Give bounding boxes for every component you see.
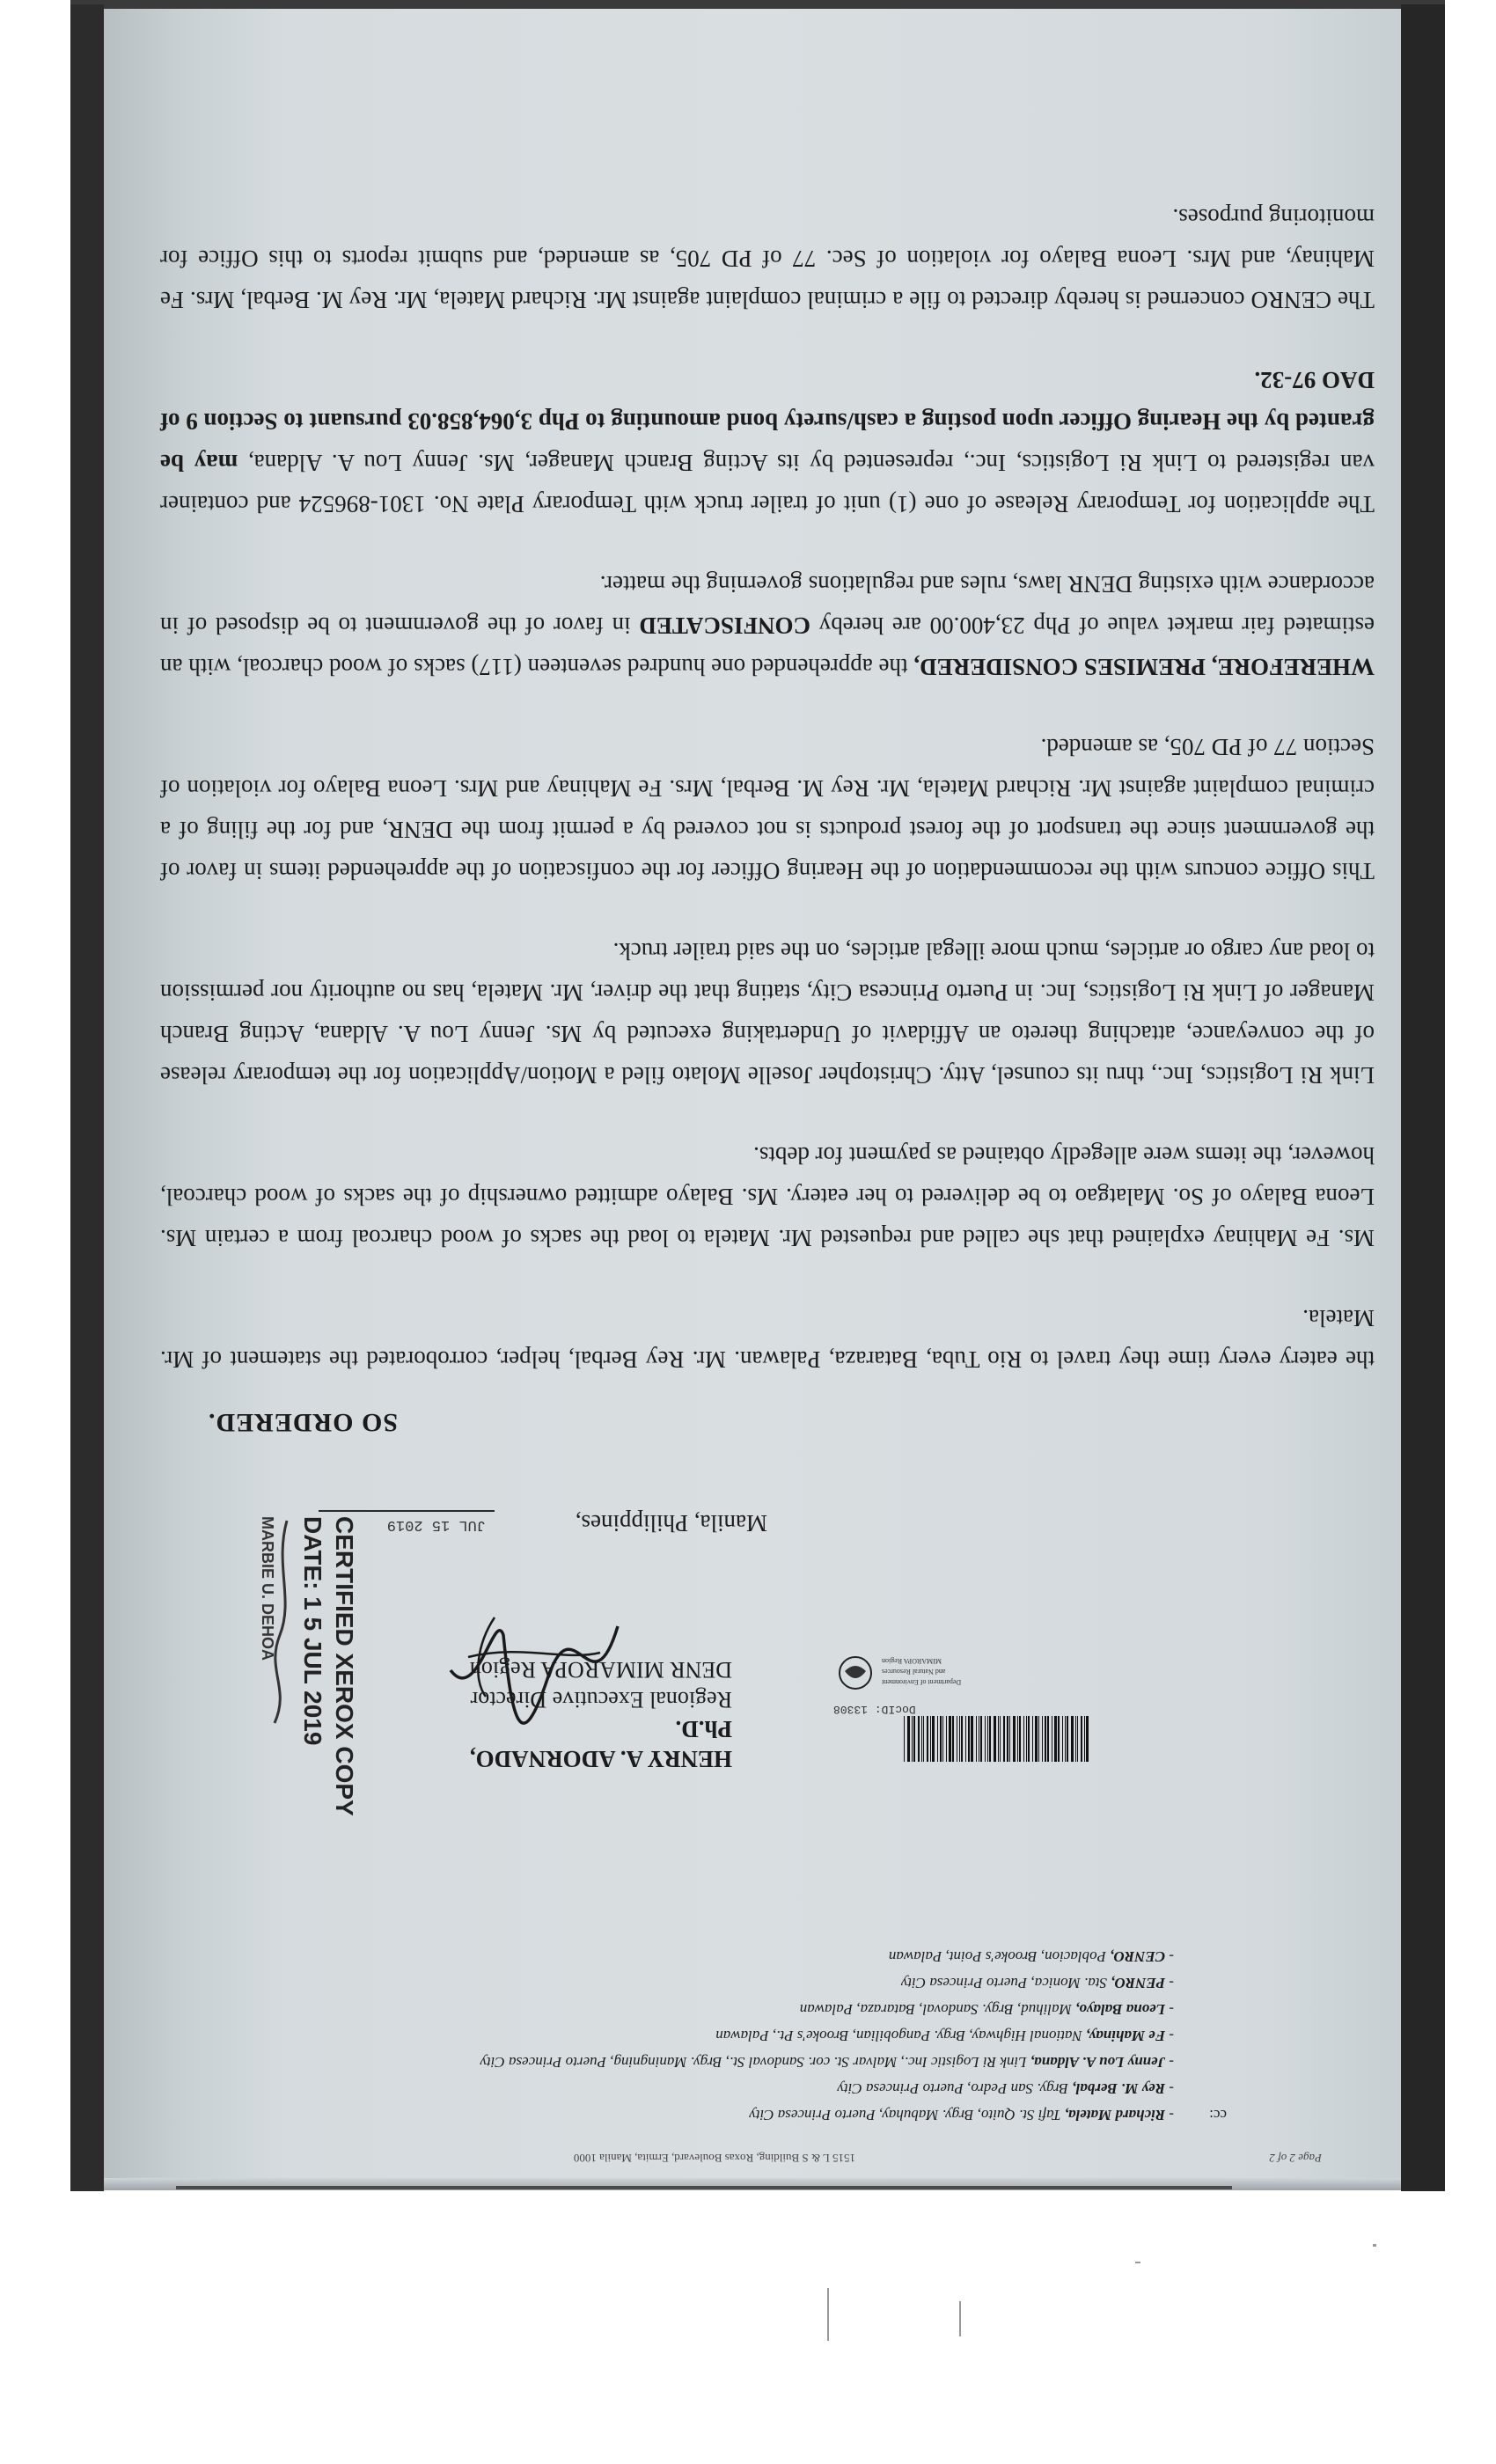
cc-recipient-name: Fe Mahinay, xyxy=(1086,2028,1166,2044)
emphasized-text: may be granted by the Hearing Officer upon posting a cash/surety bond amounting to Php 3,064,858.03 pursuant to Section 9 of DAO 97-32. xyxy=(160,367,1375,476)
paragraph-text: The application for Temporary Release of one (1) unit of trailer truck with Temporary Plate No. 1301-896524 and container van registered to Link Ri Logistics, Inc., represented by its Acting Branch Manager, Ms. Jenny Lou A. Aldana, xyxy=(160,450,1375,517)
cc-recipient: - Rey M. Berbal, Brgy. San Pedro, Puerto Princesa City xyxy=(837,2080,1174,2097)
cc-recipient: - CENRO, Poblacion, Brooke's Point, Palawan xyxy=(888,1948,1174,1965)
issued-place: Manila, Philippines, xyxy=(575,1510,767,1536)
barcode-bar xyxy=(1075,1716,1076,1762)
emphasized-text: CONFISCATED xyxy=(639,612,810,639)
scanner-border-left xyxy=(70,4,104,2191)
cc-recipient-address: Brgy. San Pedro, Puerto Princesa City xyxy=(837,2080,1069,2097)
barcode-bar xyxy=(1067,1716,1068,1762)
barcode-bar xyxy=(1003,1716,1005,1762)
barcode-bar xyxy=(1071,1716,1074,1762)
order-paragraph xyxy=(160,1134,1375,1258)
barcode-bar xyxy=(980,1716,982,1762)
seal-caption xyxy=(882,1655,1014,1687)
order-body xyxy=(160,158,1375,1380)
paragraph-text: in favor of the government to be disposed of in accordance with existing DENR laws, rules and regulations governing the matter. xyxy=(160,571,1375,639)
signatory-office: DENR MIMAROPA Region xyxy=(469,1657,732,1683)
issued-date-stamp: JUL 15 2019 xyxy=(386,1516,486,1533)
scan-bottom-line xyxy=(176,2186,1232,2189)
barcode-bar xyxy=(904,1716,905,1762)
cc-recipient-address: Tafi St. Quito, Brgy. Mabuhay, Puerto Princesa City xyxy=(749,2107,1061,2123)
emphasized-text: WHEREFORE, PREMISES CONSIDERED, xyxy=(913,654,1375,680)
scan-blank-area xyxy=(0,2191,1496,2464)
stamp-officer-name: MARBIE U. DEHOA xyxy=(259,1516,276,1661)
certified-xerox-stamp xyxy=(257,1512,371,1829)
footer-address: 1515 L & S Building, Roxas Boulevard, Ermita, Manila 1000 xyxy=(573,2152,855,2165)
scan-mark xyxy=(959,2301,961,2336)
paragraph-text: Ms. Fe Mahinay explained that she called and requested Mr. Matela to load the sacks of wood charcoal from a certain Ms. Leona Balayo of So. Malatgao to be delivered to her eatery. Ms. Balayo admitted ownership of the sacks of wood charcoal, however, the items were allegedly obtained as payment for debts. xyxy=(160,1142,1375,1251)
document-id: DocID: 13308 xyxy=(833,1703,916,1716)
barcode-bar xyxy=(1028,1716,1030,1762)
barcode-bar xyxy=(1062,1716,1063,1762)
barcode-bar xyxy=(968,1716,970,1762)
barcode-bar xyxy=(1038,1716,1039,1762)
order-paragraph xyxy=(160,563,1375,687)
barcode-bar xyxy=(1065,1716,1066,1762)
stamp-svg xyxy=(257,1512,371,1829)
scan-mark xyxy=(827,2288,829,2341)
barcode-bar xyxy=(937,1716,938,1762)
barcode-bar xyxy=(1058,1716,1060,1762)
stamp-certified-text: CERTIFIED XEROX COPY xyxy=(331,1516,358,1816)
barcode-bar xyxy=(1054,1716,1057,1762)
seal-line-3: MIMAROPA Region xyxy=(882,1657,942,1665)
barcode-bar xyxy=(965,1716,966,1762)
barcode-bar xyxy=(946,1716,947,1762)
barcode-bar xyxy=(971,1716,973,1762)
paragraph-text: This Office concurs with the recommendation of the Hearing Officer for the confiscation of the apprehended items in favor of the government since the transport of the forest products is not covered by a permit from the DENR, and for the filing of a criminal complaint against Mr. Richard Matela, Mr. Rey M. Berbal, Mrs. Fe Mahinay and Mrs. Leona Balayo for violation of Section 77 of PD 705, as amended. xyxy=(160,734,1375,884)
paragraph-text: The CENRO concerned is hereby directed to file a criminal complaint against Mr. Richard Matela, Mr. Rey M. Berbal, Mrs. Fe Mahinay, and Mrs. Leona Balayo for violation of Sec. 77 of PD 705, as amended, and submit reports to this Office for monitoring purposes. xyxy=(160,204,1375,313)
cc-recipient: - Richard Matela, Tafi St. Quito, Brgy. Mabuhay, Puerto Princesa City xyxy=(749,2107,1174,2123)
barcode-bar xyxy=(927,1716,928,1762)
barcode-bar xyxy=(1019,1716,1021,1762)
cc-recipient-name: Rey M. Berbal, xyxy=(1072,2080,1166,2097)
page-number: Page 2 of 2 xyxy=(1269,2152,1322,2165)
paragraph-text: the apprehended one hundred seventeen (117) sacks of wood charcoal, with an estimated fair market value of Php 23,400.00 are hereby xyxy=(160,612,1375,680)
cc-recipient-address: Link Ri Logistic Inc., Malvar St. cor. Sandoval St., Brgy. Maningning, Puerto Princesa City xyxy=(480,2054,1027,2071)
order-paragraph xyxy=(160,1297,1375,1380)
denr-seal-block xyxy=(811,1631,1014,1701)
barcode-bar xyxy=(1000,1716,1001,1762)
barcode-bar xyxy=(959,1716,960,1762)
cc-recipient-address: Sta. Monica, Puerto Princesa City xyxy=(900,1975,1107,1991)
barcode-bar xyxy=(1017,1716,1018,1762)
cc-list xyxy=(480,1943,1227,2128)
barcode-bar xyxy=(913,1716,915,1762)
barcode-bar xyxy=(1026,1716,1027,1762)
barcode-bar xyxy=(912,1716,913,1762)
cc-recipient: - Jenny Lou A. Aldana, Link Ri Logistic Inc., Malvar St. cor. Sandoval St., Brgy. Maningning, Puerto Princesa City xyxy=(480,2054,1174,2071)
barcode-bar xyxy=(932,1716,935,1762)
cc-recipient-name: PENRO, xyxy=(1111,1975,1166,1991)
scanner-border-top xyxy=(70,0,1445,9)
handwritten-signature xyxy=(433,1600,627,1732)
denr-logo-icon xyxy=(838,1654,873,1692)
cc-recipient: - Leona Balayo, Malihud, Brgy. Sandoval, Bataraza, Palawan xyxy=(799,2001,1174,2018)
so-ordered-heading: SO ORDERED. xyxy=(207,1408,398,1437)
paragraph-text: Link Ri Logistics, Inc., thru its counsel, Atty. Christopher Joselle Molato filed a Motion/Application for the temporary release of the conveyance, attaching thereto an Affidavit of Undertaking executed by Ms. Jenny Lou A. Aldana, Acting Branch Manager of Link Ri Logistics, Inc. in Puerto Princesa City, stating that the driver, Mr. Matela, has no authority nor permission to load any cargo or articles, much more illegal articles, on the said trailer truck. xyxy=(160,938,1375,1089)
cc-label: cc: xyxy=(1209,2107,1227,2123)
scanner-border-right xyxy=(1401,4,1445,2191)
scan-mark xyxy=(1373,2244,1376,2247)
cc-recipient-name: CENRO, xyxy=(1110,1948,1166,1965)
seal-line-1: Department of Environment xyxy=(882,1678,962,1686)
barcode-bar xyxy=(930,1716,931,1762)
order-paragraph xyxy=(160,196,1375,320)
barcode-bar xyxy=(1084,1716,1085,1762)
order-paragraph xyxy=(160,359,1375,524)
barcode-bar xyxy=(998,1716,999,1762)
barcode-bar xyxy=(1009,1716,1010,1762)
barcode-bar xyxy=(940,1716,942,1762)
barcode-bar xyxy=(1035,1716,1038,1762)
barcode-bar xyxy=(1023,1716,1024,1762)
barcode-bar xyxy=(985,1716,986,1762)
barcode-bar xyxy=(994,1716,996,1762)
signatory-name: HENRY A. ADORNADO, Ph.D. xyxy=(469,1716,732,1772)
order-paragraph xyxy=(160,726,1375,891)
page-content-upside-down xyxy=(104,9,1401,2189)
paragraph-text: the eatery every time they travel to Rio Tuba, Bataraza, Palawan. Mr. Rey Berbal, helper, corroborated the statement of Mr. Matela. xyxy=(160,1305,1375,1373)
barcode-bar xyxy=(1032,1716,1033,1762)
barcode-bar xyxy=(1047,1716,1049,1762)
signatory-title: Regional Executive Director xyxy=(470,1687,732,1712)
scanned-page xyxy=(104,9,1401,2189)
scan-mark xyxy=(1135,2262,1140,2263)
barcode-bar xyxy=(921,1716,922,1762)
cc-recipient-address: National Highway, Brgy. Pangobilian, Brooke's Pt., Palawan xyxy=(715,2028,1082,2044)
seal-line-2: and Natural Resources xyxy=(882,1668,946,1676)
barcode-bar xyxy=(907,1716,910,1762)
barcode-bar xyxy=(1042,1716,1043,1762)
barcode-bar xyxy=(952,1716,954,1762)
barcode-bar xyxy=(1077,1716,1078,1762)
barcode-bar xyxy=(918,1716,920,1762)
cc-recipient-name: Jenny Lou A. Aldana, xyxy=(1030,2054,1166,2071)
order-paragraph xyxy=(160,930,1375,1096)
barcode-bar xyxy=(987,1716,988,1762)
barcode-bar xyxy=(923,1716,924,1762)
cc-recipient: - PENRO, Sta. Monica, Puerto Princesa City xyxy=(900,1975,1174,1991)
barcode-bar xyxy=(1045,1716,1046,1762)
document-barcode-block xyxy=(833,1703,1089,1767)
barcode-bar xyxy=(976,1716,977,1762)
barcode-bar xyxy=(942,1716,943,1762)
barcode-bar xyxy=(961,1716,963,1762)
barcode-bar xyxy=(1081,1716,1082,1762)
barcode-bar xyxy=(989,1716,991,1762)
cc-recipient-address: Malihud, Brgy. Sandoval, Bataraza, Palawan xyxy=(799,2001,1072,2018)
cc-recipient-name: Richard Matela, xyxy=(1064,2107,1166,2123)
barcode-bar xyxy=(949,1716,951,1762)
cc-recipient-name: Leona Balayo, xyxy=(1075,2001,1166,2018)
barcode-bar xyxy=(1086,1716,1089,1762)
barcode-bar xyxy=(1013,1716,1016,1762)
barcode xyxy=(833,1716,1089,1762)
barcode-bar xyxy=(1007,1716,1008,1762)
cc-recipient: - Fe Mahinay, National Highway, Brgy. Pangobilian, Brooke's Pt., Palawan xyxy=(715,2028,1174,2044)
cc-recipient-address: Poblacion, Brooke's Point, Palawan xyxy=(888,1948,1106,1965)
stamp-date-text: DATE: 1 5 JUL 2019 xyxy=(299,1516,326,1746)
